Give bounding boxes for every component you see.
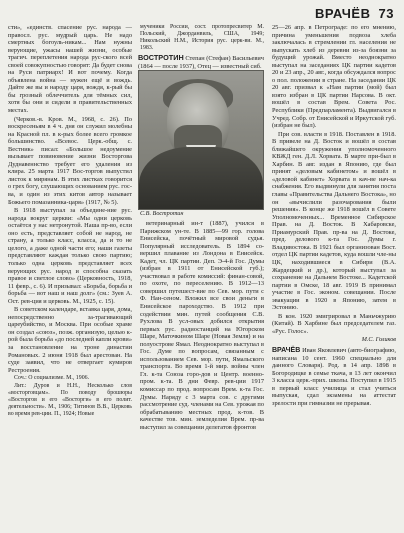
text-column-2-top [140,24,264,52]
portrait-photo [138,70,264,210]
paragraph: В кон. 1920 эмигрировал в Маньчжурию (Китай). В Харбине был председателем газ. «Рус. Голос». [272,312,396,335]
page-number: 73 [378,6,394,21]
entry-name: ВРАЧЁВ [272,346,301,354]
paragraph: При сов. власти в 1918. Поставлен в 1918. В привеле на Д. Восток и вошёл в состав ближайшего окружения уполномоченного КВЖД ген. Д.Л. Хорвата. В марте при-был в Харбин. В авг. издан в Японию, где был принят «деловым кабинетом» и вошёл в «деловой кабинет» Хорвата в кач-ве нач-ка снабжения. Его выдвинули для занятия поста главы «Правительства Дальнего Востока», но он «вычислили разочарования были решения». В конце же 1918 вошёл в Совете Уполномоченных... Временное Сибирское Прав. на Д. Восток. В Хабаровске, Приамурский Прав. пр-ва на Д. Востоке, пред. делового к-та Гос. Думы г. Владивостока. В 1921 был организован Вост. отдел ЦК партии кадетов, куда вошли чле-ны ЦК, находившиеся в Сибири (В.А. Жардецкий и др.), который выступал за сохранение на Дальнем Востоке... Кадетской партии в Омске, 18 авг. 1919 В принимал участие в Гос. эконом. совещании. После эвакуации в 1920 в Японию, затем в Эстонию. [272,130,396,312]
text-column-1 [8,24,132,529]
text-column-3 [272,24,396,529]
paragraph: В советском календаре, вставка царя, дома, непосредственно за-трагивающий цареубийство, и Москва. При особые храме он создал «союз», позж. организую, целью к-рой была борьба «до последней капли крови» за восстановление на троне династии Романовых. 2 июня 1918 был арестован. На суде заявил, что не отвергает кумиров Рестроения. [8,306,132,374]
signature: М.С. Голиков [361,336,396,344]
text-column-2 [140,220,264,530]
paragraph: мученики России, сост. протопресвитер М. Польский, Джорданвиль, США, 1949; Никольский Н.М., История рус. церк-ви. М., 1983. [140,24,264,51]
paragraph: (Черков.-в. Кров. М., 1968, с. 26). По воскресеньям в 4 ч. дня он служил молебны на Красной пл. в к-рых более всего громкое большинство. «Всевос. Церк.-общ. с. Вестник» писал: «Большое недоумение вызывает повиновение жизни Восторгова Дуднавеннство требует его удаления из клира. 25 марта 1917 Вос-торгов выпустил листок к мирянам. В этих листках говорится о грех богу, слушающих основанием рус. гос-ва, и один из этих китов автор называет Божьего помазанника-царя» (1917, № 5). [8,115,132,206]
entry-name: ВОСТРОТИН [138,53,184,62]
entry-text: Степан (Стефан) Васильевич (1864 — после 1937), Отец — известный сиб. [138,55,264,70]
paragraph: 25—26 апр. в Петрограде: по его мнению, причина уменьшения подвоза хлеба заключалась в стремлении гл. населения не выпускать хлеб из деревни из-за боязни за будущий урожай. Вместо неоднократно выступал на заседаниях ЦК партии кадетов 20 и 23 апр., 20 авг., когда обсуждался вопрос о пол. положении в стране. На заседании ЦК 20 авг. призвал к «Нам партии (мой) был взято избран в ЦК партии Нарсова. В окт. вошёл в состав Врем. Совета Рос. Республики (Предпарламента). Выдвигался в Учред. Собр. от Енисейской и Иркутской губ. (избран не был). [272,24,396,130]
paragraph: Лит.: Дуров и Н.Н., Несколько слов «восторговцам». По поводу брошюры «Восторгов и его «Восторги» в его полит. деятельности». М., 1906; Титинов В.В., Церковь во время рев-ции. П., 1924; Новые [8,383,132,418]
paragraph: сти», «единств. спасение рус. народа — правосл. рус. мудрый царь. Не надо смертных богоуль-никам... Нам нужны верующие, ужасы нашей жизни, особые трагич. переплетения народа рус-ского всей своей совокупностью говорят: Да будет снова на Руси патриарх! И вот почему. Когда объявлена война — нужен ещё и вождь. Дайте же вы и народу царя, вождя, к-рый бы бы грозный облеччитель для тёмных сил, хотя бы они и сидели в правительственных местах. [8,24,132,115]
page-header [315,6,394,22]
paragraph: ветеринарный ин-т (1887), учился в Парижском ун-те. В 1885—99 гор. голова Енисейска, почётный мировой судья. Популярный исследователь. В 1894 со-вершил плавание из Лондона в Енисейск. Кадет, чл. ЦК партии. Деп. Э-4-й Гос. Думы (избран в 1911 от Енисейской губ.); участвовал в работе комиссий: финан-совой, по охоте, по переселению. В 1912—13 совершил путешест-вие по Сев. мор. пути с Ф. Нан-сеном. Вложил все свои деньги в Енисейское пароходство. В 1912 при содействии мин. путей сообщения С.В. Рухлова В усл-овых добился открытия первых рус. радиостанций на Югорском Шаре, Маточкином Шаре (Новая Земля) и на полуострове Ямал. Неоднократно выступал в Гос. Думе по вопросам, связанным с использованием Сев. мор. пути, Ямальского транспорта. Во время 1-й мир. войны член Гл. к-та Союза горо-дов и Центр. военно-пром. к-та. В дни Февр. рев-ции 1917 комиссар по прод. вопросам Врем. к-та Гос. Думы. Наряду с 3 марта сов. с другими рассмотрение суд. членами на Сев. урожая по обрабатыванию местных прод. к-тов. В качестве тов. мин. земледелия Врем. пр-ва выступил за совещании делегатов фронтов [140,220,264,431]
paragraph: Соч.: О социализме. М., 1906. [14,375,90,382]
paragraph: В 1918 выступал за объедине-ние рус. народа вокруг церкви: «Мы одни церковь остаётся у нас нетронутой. Наша пр-во, если оно есть, представляет собой не народ, не страну, а только класс, класса, да и то не целого, а даже одной части его; наши газеты представляют каждая только свою партию; только одна церковь представляет всех верующих рус. народ и способна сказать правое и светлое слово» (Церковность, 1918, 11 февр., с. 6). И призывал: «Борьба, борьба и борьба — вот наш и наш долг» (см.: Зуев А. Ост. рев-ция и церковь. М., 1925, с. 15). [8,207,132,305]
photo-caption: С.В. Востротин [140,210,184,217]
entry-vrachev [272,347,396,407]
page-header-title: ВРАЧЁВ [314,6,371,21]
portrait-body [139,147,263,209]
entry-text: Иван Яковлевич (авто-биографию, написана 10 сент. 1960 специально для данного Словаря). Род. в 14 апр. 1898 в Богородицке в семье ткача, в 13 лет окончил 3 класса церк.-прих. школы. Поступил в 1915 в первый класс училища и стал учиться выпуская, сдал экзамены на аттестат зрелости при гимназии не прерывая. [272,346,396,407]
